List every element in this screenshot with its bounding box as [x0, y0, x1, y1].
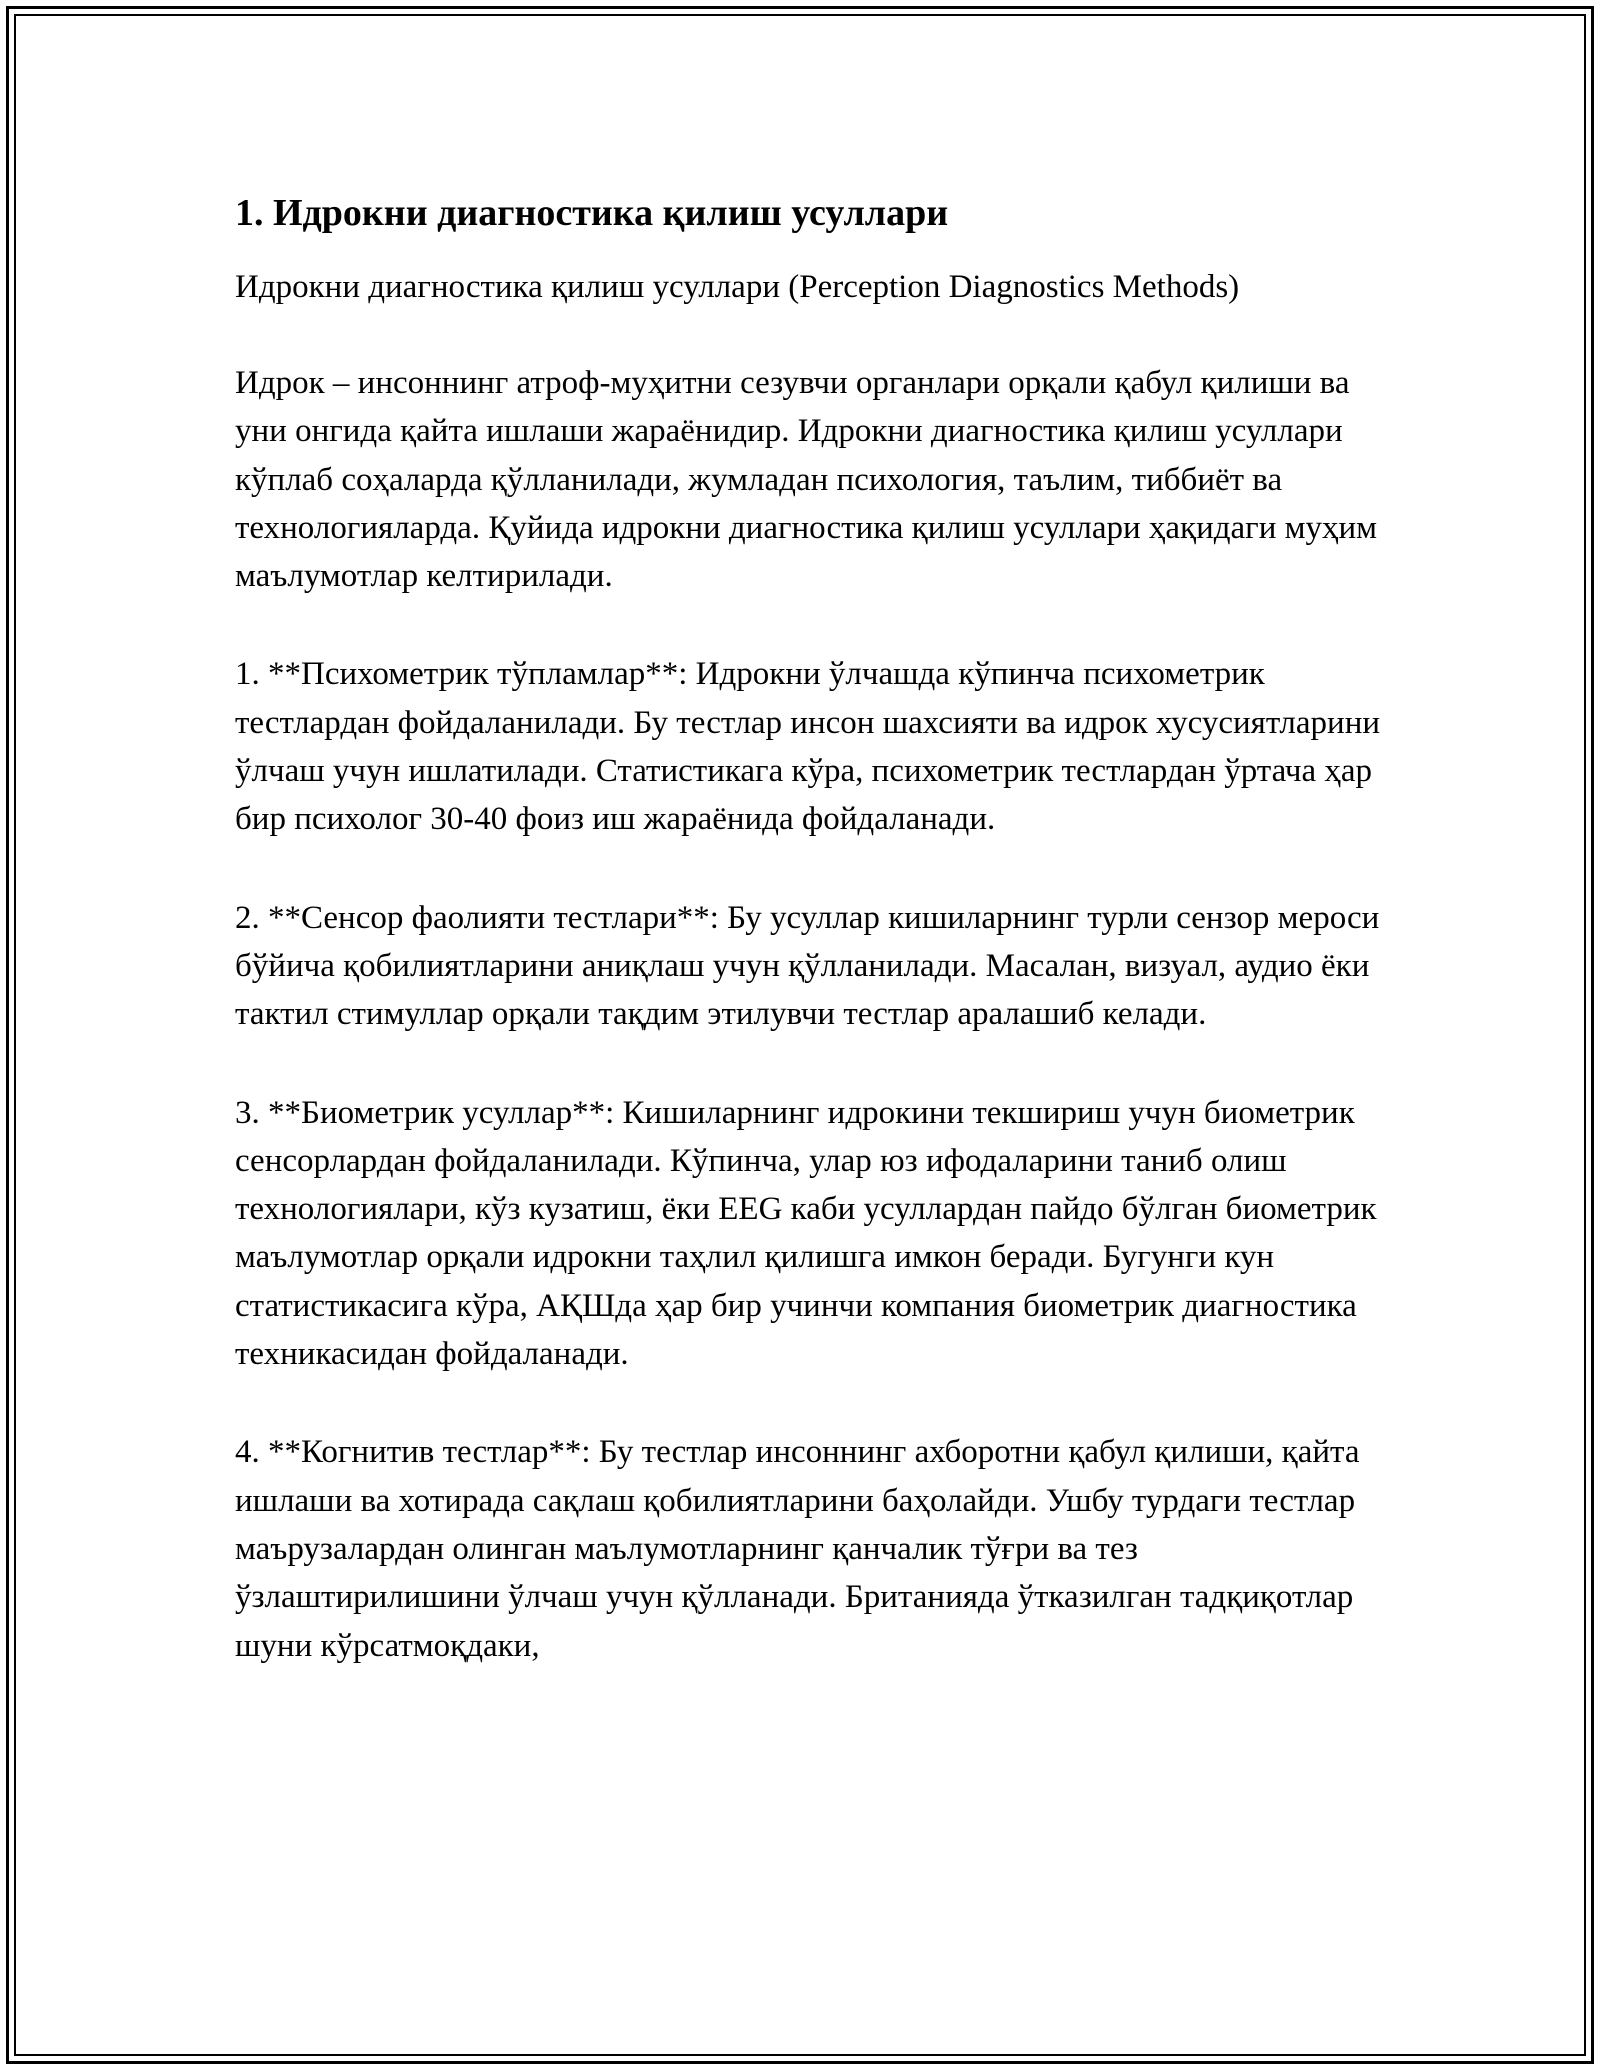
paragraph-cognitive: 4. **Когнитив тестлар**: Бу тестлар инсоннинг ахборотни қабул қилиши, қайта ишлаши ва хотирада сақлаш қобилиятларини баҳолайди. Ушбу турдаги тестлар маърузалардан олинган маълумотларнинг қанчалик тўғри ва тез ўзлаштирилишини ўлчаш учун қўлланади. Британияда ўтказилган тадқиқотлар шуни кўрсатмоқдаки, — [235, 1434, 1360, 1664]
paragraph-biometric: 3. **Биометрик усуллар**: Кишиларнинг идрокини текшириш учун биометрик сенсорлардан фойдаланилади. Кўпинча, улар юз ифодаларини таниб олиш технологиялари, кўз кузатиш, ёки EEG каби усуллардан пайдо бўлган биометрик маълумотлар орқали идрокни таҳлил қилишга имкон беради. Бугунги кун статистикасига кўра, АҚШда ҳар бир учинчи компания биометрик диагностика техникасидан фойдаланади. — [235, 1094, 1377, 1373]
paragraph-sensor: 2. **Сенсор фаолияти тестлари**: Бу усуллар кишиларнинг турли сензор мероси бўйича қобилиятларини аниқлаш учун қўлланилади. Масалан, визуал, аудио ёки тактил стимуллар орқали тақдим этилувчи тестлар аралашиб келади. — [235, 899, 1380, 1033]
section-heading: 1. Идрокни диагностика қилиш усуллари — [235, 192, 949, 234]
paragraph-intro: Идрок – инсоннинг атроф-муҳитни сезувчи органлари орқали қабул қилиши ва уни онгида қайта ишлаши жараёнидир. Идрокни диагностика қилиш усуллари кўплаб соҳаларда қўлланилади, жумладан психология, таълим, тиббиёт ва технологияларда. Қуйида идрокни диагностика қилиш усуллари ҳақидаги муҳим маълумотлар келтирилади. — [235, 365, 1378, 595]
document-body — [235, 185, 1385, 1670]
paragraph-psychometric: 1. **Психометрик тўпламлар**: Идрокни ўлчашда кўпинча психометрик тестлардан фойдаланилади. Бу тестлар инсон шахсияти ва идрок хусусиятларини ўлчаш учун ишлатилади. Статистикага кўра, психометрик тестлардан ўртача ҳар бир психолог 30-40 фоиз иш жараёнида фойдаланади. — [235, 656, 1381, 838]
section-subtitle: Идрокни диагностика қилиш усуллари (Perception Diagnostics Methods) — [235, 269, 1240, 305]
